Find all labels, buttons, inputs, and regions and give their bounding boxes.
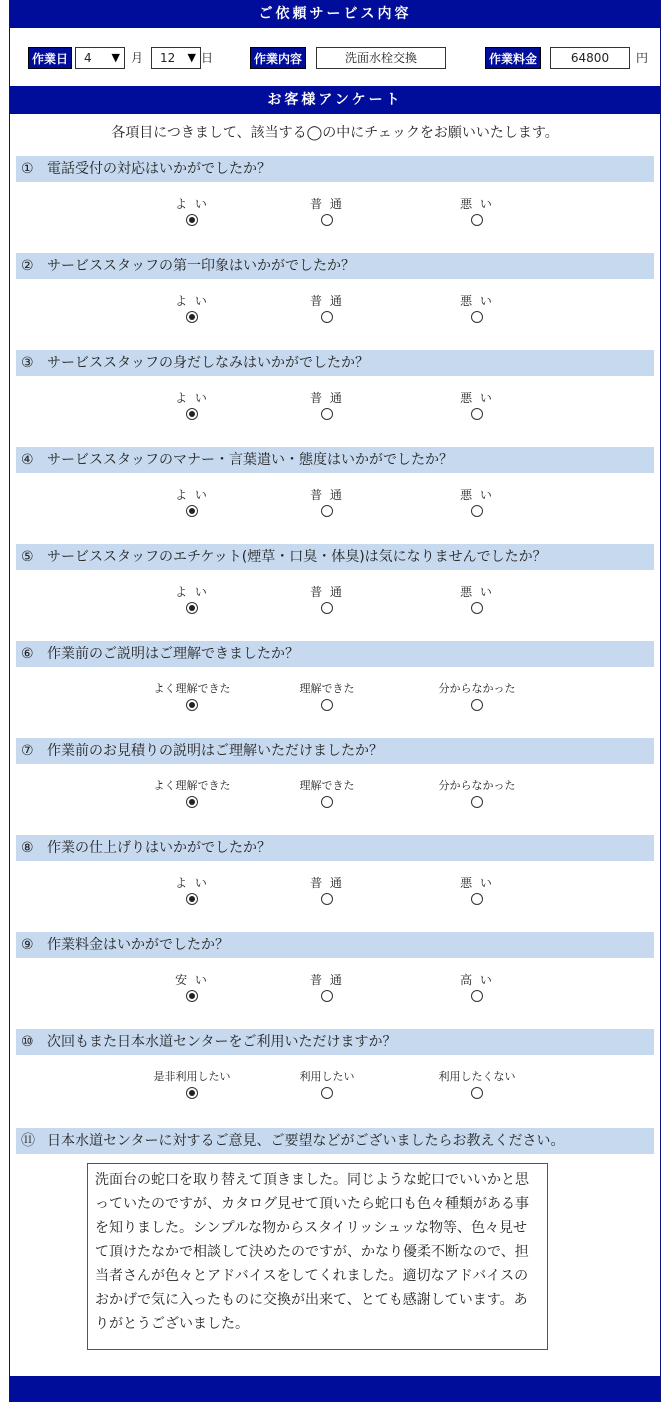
question-text: 作業前のご説明はご理解できましたか？ <box>47 646 299 662</box>
answer-options <box>16 861 654 931</box>
radio-button[interactable] <box>321 602 333 614</box>
question-number: ⑧ <box>21 840 34 856</box>
option-label: 悪 い <box>460 294 494 308</box>
question-number: ① <box>21 161 34 177</box>
option-label: 普 通 <box>310 585 344 599</box>
question-7 <box>16 738 654 834</box>
day-select[interactable] <box>151 47 201 69</box>
radio-button[interactable] <box>186 990 198 1002</box>
answer-option[interactable] <box>132 293 252 327</box>
question-5 <box>16 544 654 640</box>
option-label: よ い <box>175 197 209 211</box>
question-text: サービススタッフの身だしなみはいかがでしたか？ <box>47 355 369 371</box>
radio-button[interactable] <box>321 893 333 905</box>
radio-button[interactable] <box>186 214 198 226</box>
question-4 <box>16 447 654 543</box>
option-label: 悪 い <box>460 585 494 599</box>
question-number: ⑤ <box>21 549 34 565</box>
work-content-label: 作業内容 <box>250 47 306 69</box>
survey-section-header: お客様アンケート <box>10 86 660 114</box>
day-value: 12 <box>160 51 176 65</box>
survey-frame <box>9 0 661 1402</box>
radio-button[interactable] <box>471 893 483 905</box>
radio-button[interactable] <box>186 1087 198 1099</box>
month-value: 4 <box>84 51 92 65</box>
answer-option[interactable] <box>267 778 387 812</box>
option-label: 普 通 <box>310 973 344 987</box>
option-label: 利用したい <box>299 1070 355 1083</box>
answer-option[interactable] <box>417 778 537 812</box>
option-label: 普 通 <box>310 488 344 502</box>
radio-button[interactable] <box>186 699 198 711</box>
question-text: 作業前のお見積りの説明はご理解いただけましたか？ <box>47 743 383 759</box>
work-content-field[interactable]: 洗面水栓交換 <box>316 47 446 69</box>
answer-options <box>16 1055 654 1125</box>
question-heading <box>16 641 654 667</box>
radio-button[interactable] <box>186 505 198 517</box>
answer-options <box>16 570 654 640</box>
work-fee-label: 作業料金 <box>485 47 541 69</box>
question-text: 次回もまた日本水道センターをご利用いただけますか？ <box>47 1034 397 1050</box>
option-label: 高 い <box>460 973 494 987</box>
answer-options <box>16 958 654 1028</box>
option-label: よ い <box>175 391 209 405</box>
answer-option[interactable] <box>132 487 252 521</box>
service-section-header: ご依頼サービス内容 <box>10 0 660 28</box>
month-select[interactable] <box>75 47 125 69</box>
radio-button[interactable] <box>321 214 333 226</box>
question-9 <box>16 932 654 1028</box>
question-number: ⑦ <box>21 743 34 759</box>
answer-option[interactable] <box>267 293 387 327</box>
radio-button[interactable] <box>186 796 198 808</box>
option-label: 悪 い <box>460 197 494 211</box>
option-label: よ い <box>175 876 209 890</box>
option-label: 安 い <box>175 973 209 987</box>
question-number: ⑨ <box>21 937 34 953</box>
radio-button[interactable] <box>321 990 333 1002</box>
question-11 <box>16 1128 654 1154</box>
answer-option[interactable] <box>267 1069 387 1103</box>
answer-option[interactable] <box>132 875 252 909</box>
month-unit: 月 <box>131 51 144 65</box>
option-label: よ い <box>175 294 209 308</box>
answer-options <box>16 376 654 446</box>
service-info-row <box>10 45 660 71</box>
radio-button[interactable] <box>321 505 333 517</box>
question-text: 作業料金はいかがでしたか？ <box>47 937 229 953</box>
option-label: よく理解できた <box>153 682 231 695</box>
option-label: 普 通 <box>310 197 344 211</box>
answer-option[interactable] <box>267 390 387 424</box>
question-heading <box>16 447 654 473</box>
chevron-down-icon: ▼ <box>111 51 120 64</box>
option-label: 理解できた <box>299 779 355 792</box>
work-date-label: 作業日 <box>28 47 72 69</box>
option-label: 普 通 <box>310 876 344 890</box>
radio-button[interactable] <box>321 311 333 323</box>
comment-textarea[interactable]: 洗面台の蛇口を取り替えて頂きました。同じような蛇口でいいかと思っていたのですが、カタログ見せて頂いたら蛇口も色々種類がある事を知りました。シンプルな物からスタイリッシュッな物等、色々見せて頂けたなかで相談して決めたのですが、かなり優柔不断なので、担当者さんが色々とアドバイスをしてくれました。適切なアドバイスのおかげで気に入ったものに交換が出来て、とても感謝しています。ありがとうございました。 <box>87 1163 548 1350</box>
question-number: ⑪ <box>21 1133 35 1149</box>
question-text: 日本水道センターに対するご意見、ご要望などがございましたらお教えください。 <box>47 1133 565 1149</box>
answer-option[interactable] <box>132 1069 252 1103</box>
answer-option[interactable] <box>417 875 537 909</box>
option-label: 分からなかった <box>438 682 516 695</box>
radio-button[interactable] <box>186 893 198 905</box>
option-label: 悪 い <box>460 876 494 890</box>
question-2 <box>16 253 654 349</box>
radio-button[interactable] <box>471 699 483 711</box>
answer-options <box>16 473 654 543</box>
answer-option[interactable] <box>417 293 537 327</box>
question-text: サービススタッフのエチケット(煙草・口臭・体臭)は気になりませんでしたか？ <box>47 549 547 565</box>
fee-unit: 円 <box>636 51 649 65</box>
radio-button[interactable] <box>471 796 483 808</box>
radio-button[interactable] <box>186 311 198 323</box>
answer-option[interactable] <box>417 972 537 1006</box>
answer-options <box>16 182 654 252</box>
radio-button[interactable] <box>471 602 483 614</box>
day-unit: 日 <box>201 51 214 65</box>
question-6 <box>16 641 654 737</box>
answer-option[interactable] <box>417 681 537 715</box>
answer-option[interactable] <box>132 196 252 230</box>
answer-option[interactable] <box>417 1069 537 1103</box>
option-label: 普 通 <box>310 391 344 405</box>
work-fee-field[interactable]: 64800 <box>550 47 630 69</box>
answer-option[interactable] <box>267 681 387 715</box>
question-heading <box>16 350 654 376</box>
question-heading <box>16 253 654 279</box>
question-heading <box>16 1029 654 1055</box>
question-10 <box>16 1029 654 1125</box>
answer-option[interactable] <box>267 196 387 230</box>
question-heading <box>16 156 654 182</box>
question-heading <box>16 544 654 570</box>
answer-option[interactable] <box>267 584 387 618</box>
radio-button[interactable] <box>471 505 483 517</box>
question-text: サービススタッフの第一印象はいかがでしたか？ <box>47 258 355 274</box>
question-heading <box>16 835 654 861</box>
radio-button[interactable] <box>471 408 483 420</box>
survey-instructions: 各項目につきまして、該当する◯の中にチェックをお願いいたします。 <box>111 125 559 141</box>
footer-bar <box>10 1376 660 1402</box>
option-label: よ い <box>175 585 209 599</box>
question-heading <box>16 1128 654 1154</box>
question-text: 作業の仕上げりはいかがでしたか？ <box>47 840 271 856</box>
radio-button[interactable] <box>186 408 198 420</box>
chevron-down-icon: ▼ <box>187 51 196 64</box>
option-label: 悪 い <box>460 391 494 405</box>
option-label: 理解できた <box>299 682 355 695</box>
question-3 <box>16 350 654 446</box>
option-label: 分からなかった <box>438 779 516 792</box>
question-number: ③ <box>21 355 34 371</box>
question-number: ② <box>21 258 34 274</box>
radio-button[interactable] <box>321 1087 333 1099</box>
radio-button[interactable] <box>471 311 483 323</box>
answer-option[interactable] <box>417 196 537 230</box>
question-number: ⑥ <box>21 646 34 662</box>
option-label: 利用したくない <box>438 1070 516 1083</box>
question-text: 電話受付の対応はいかがでしたか？ <box>47 161 271 177</box>
answer-option[interactable] <box>417 390 537 424</box>
answer-option[interactable] <box>132 390 252 424</box>
radio-button[interactable] <box>471 1087 483 1099</box>
question-heading <box>16 738 654 764</box>
radio-button[interactable] <box>321 796 333 808</box>
answer-options <box>16 764 654 834</box>
answer-option[interactable] <box>267 487 387 521</box>
question-1 <box>16 156 654 252</box>
question-number: ⑩ <box>21 1034 34 1050</box>
radio-button[interactable] <box>321 408 333 420</box>
radio-button[interactable] <box>471 214 483 226</box>
answer-option[interactable] <box>267 875 387 909</box>
question-text: サービススタッフのマナー・言葉遣い・態度はいかがでしたか？ <box>47 452 453 468</box>
answer-option[interactable] <box>132 584 252 618</box>
option-label: 是非利用したい <box>153 1070 231 1083</box>
radio-button[interactable] <box>186 602 198 614</box>
option-label: 悪 い <box>460 488 494 502</box>
radio-button[interactable] <box>321 699 333 711</box>
answer-options <box>16 279 654 349</box>
question-number: ④ <box>21 452 34 468</box>
answer-option[interactable] <box>417 487 537 521</box>
answer-option[interactable] <box>267 972 387 1006</box>
answer-options <box>16 667 654 737</box>
answer-option[interactable] <box>132 972 252 1006</box>
option-label: よく理解できた <box>153 779 231 792</box>
question-heading <box>16 932 654 958</box>
option-label: 普 通 <box>310 294 344 308</box>
answer-option[interactable] <box>417 584 537 618</box>
answer-option[interactable] <box>132 778 252 812</box>
question-8 <box>16 835 654 931</box>
option-label: よ い <box>175 488 209 502</box>
radio-button[interactable] <box>471 990 483 1002</box>
answer-option[interactable] <box>132 681 252 715</box>
